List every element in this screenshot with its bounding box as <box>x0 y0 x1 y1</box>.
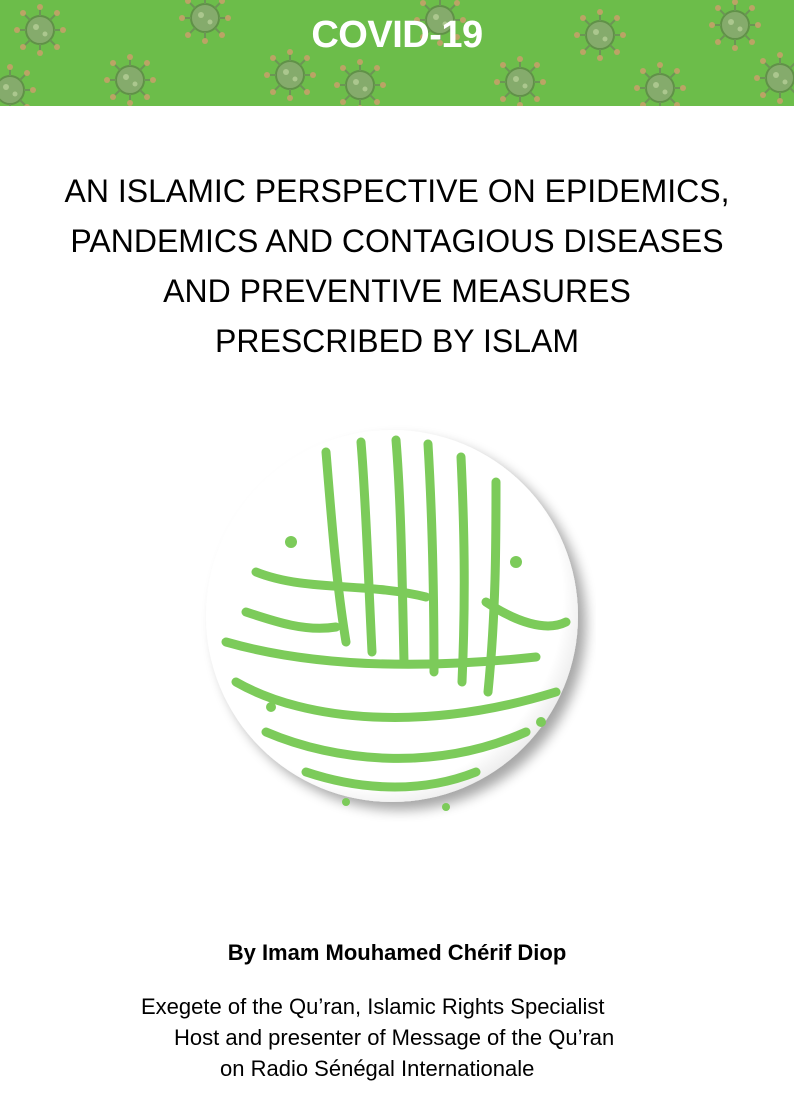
title-line: PANDEMICS AND CONTAGIOUS DISEASES <box>70 223 724 259</box>
banner-title: COVID-19 <box>311 14 483 56</box>
covid-banner <box>0 0 794 106</box>
credit-line: Exegete of the Qu’ran, Islamic Rights Specialist <box>141 994 605 1019</box>
bismillah-calligraphy-icon <box>196 422 596 822</box>
document-title <box>30 166 764 366</box>
credit-line: on Radio Sénégal Internationale <box>220 1056 535 1081</box>
title-line: PRESCRIBED BY ISLAM <box>215 323 579 359</box>
author-byline: By Imam Mouhamed Chérif Diop <box>227 940 567 965</box>
title-line: AN ISLAMIC PERSPECTIVE ON EPIDEMICS, <box>64 173 730 209</box>
credit-line: Host and presenter of Message of the Qu’ran <box>174 1025 615 1050</box>
title-line: AND PREVENTIVE MEASURES <box>163 273 631 309</box>
